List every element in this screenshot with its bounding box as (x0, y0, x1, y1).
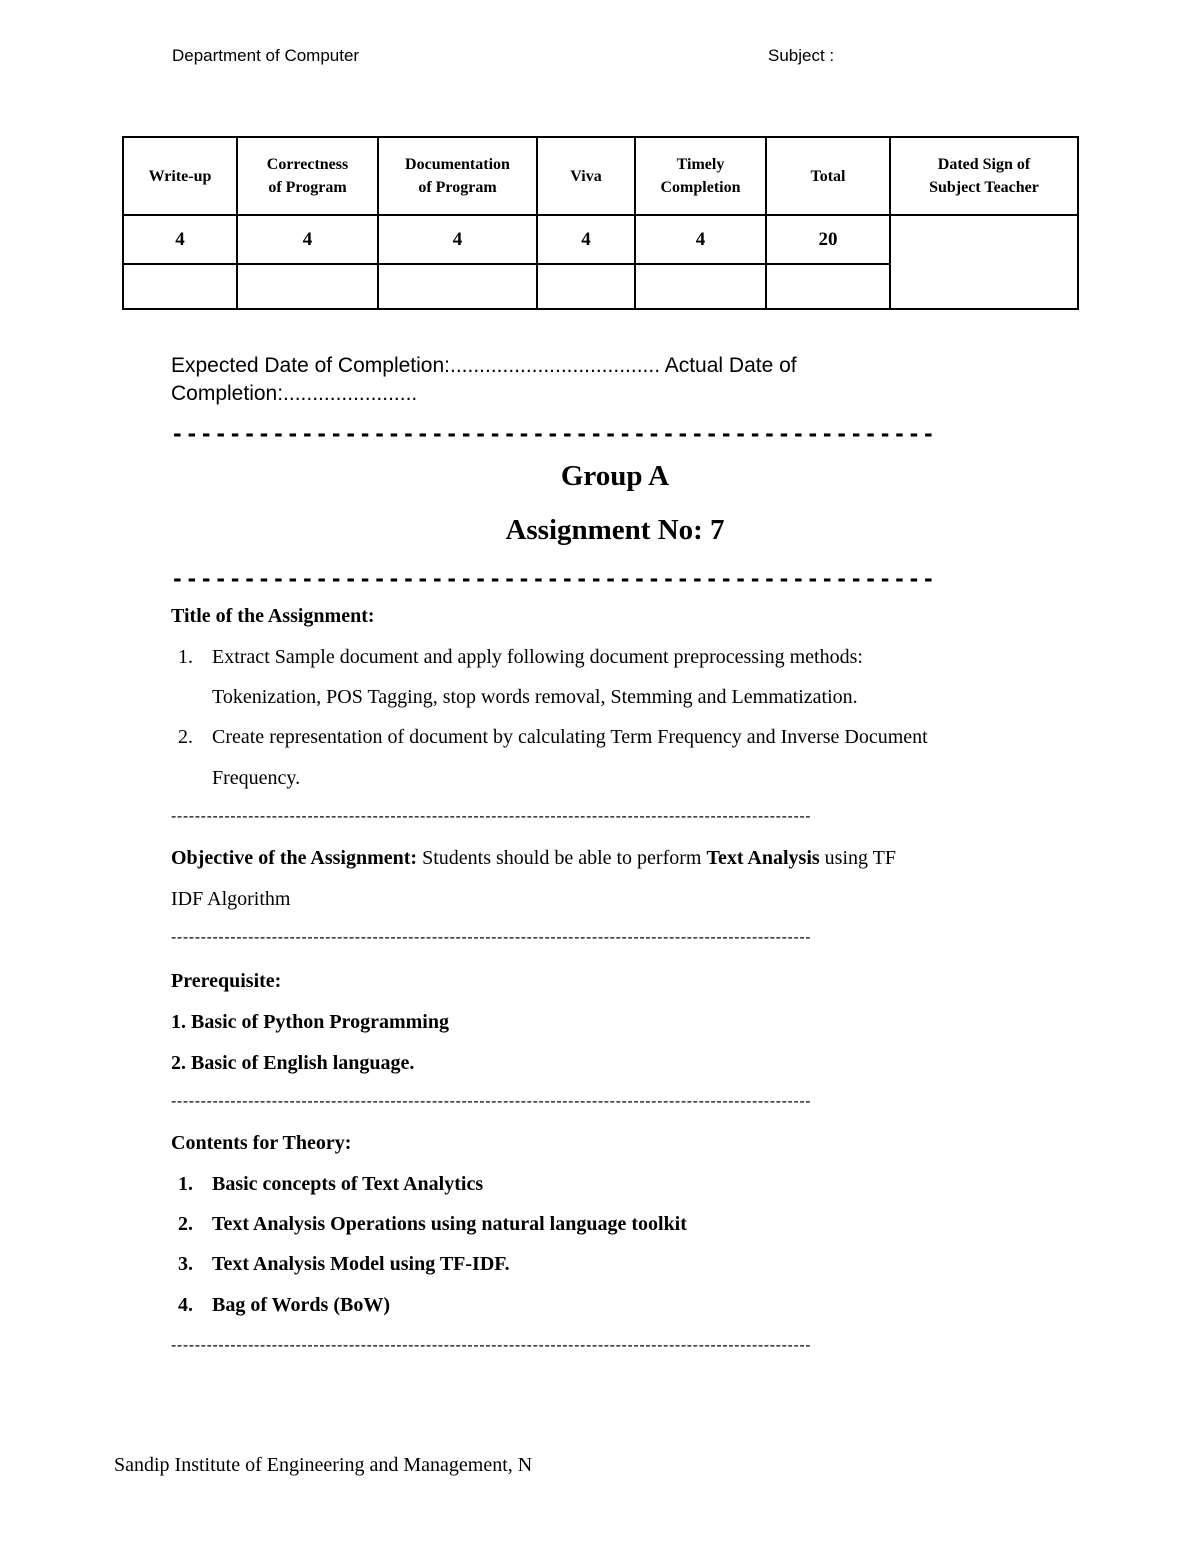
max-writeup: 4 (123, 215, 237, 264)
obtained-cell (537, 264, 635, 309)
title-item-line: Tokenization, POS Tagging, stop words removal, Stemming and Lemmatization. (212, 686, 858, 708)
contents-item-number: 3. (178, 1253, 193, 1275)
objective-label: Objective of the Assignment: (171, 847, 418, 869)
obtained-cell (237, 264, 378, 309)
max-correctness: 4 (237, 215, 378, 264)
prerequisite-item: 1. Basic of Python Programming (171, 1011, 449, 1033)
assignment-number: Assignment No: 7 (505, 514, 725, 546)
obtained-cell (123, 264, 237, 309)
objective-text: Students should be able to perform (417, 847, 707, 869)
marks-header-row (123, 137, 1078, 215)
title-heading: Title of the Assignment: (171, 605, 375, 627)
contents-item: Text Analysis Model using TF-IDF. (212, 1253, 510, 1275)
separator: ----------------------------------------------------- (171, 422, 937, 446)
contents-item-number: 4. (178, 1294, 193, 1316)
contents-item-number: 1. (178, 1173, 193, 1195)
contents-item: Basic concepts of Text Analytics (212, 1173, 484, 1195)
title-item-number: 2. (178, 726, 193, 748)
header-documentation: Documentation of Program (378, 137, 537, 215)
header-writeup: Write-up (123, 137, 237, 215)
obtained-cell (766, 264, 890, 309)
separator: ------------------------------------------------------------------------------------------------------------ (171, 1337, 812, 1354)
department-label: Department of Computer (172, 46, 360, 65)
obtained-cell (635, 264, 766, 309)
header-timely: Timely Completion (635, 137, 766, 215)
max-marks-row (123, 215, 1078, 264)
footer-institute: Sandip Institute of Engineering and Management, N (114, 1454, 533, 1476)
objective-line (171, 847, 896, 870)
header-total: Total (766, 137, 890, 215)
completion-date-line: Completion:....................... (171, 382, 418, 405)
max-timely: 4 (635, 215, 766, 264)
title-item-line: Frequency. (212, 767, 301, 789)
prerequisite-heading: Prerequisite: (171, 970, 282, 992)
obtained-cell (378, 264, 537, 309)
title-item-number: 1. (178, 646, 193, 668)
contents-heading: Contents for Theory: (171, 1132, 352, 1154)
title-item-line: Extract Sample document and apply following document preprocessing methods: (212, 646, 863, 668)
separator: ------------------------------------------------------------------------------------------------------------ (171, 1093, 812, 1110)
header-sign: Dated Sign of Subject Teacher (890, 137, 1078, 215)
separator: ------------------------------------------------------------------------------------------------------------ (171, 929, 812, 946)
contents-item: Bag of Words (BoW) (212, 1294, 390, 1316)
contents-item-number: 2. (178, 1213, 193, 1235)
objective-line-2: IDF Algorithm (171, 888, 291, 910)
sign-cell (890, 215, 1078, 309)
title-item-line: Create representation of document by calculating Term Frequency and Inverse Document (212, 726, 928, 748)
header-viva: Viva (537, 137, 635, 215)
header-correctness: Correctness of Program (237, 137, 378, 215)
group-title: Group A (560, 460, 670, 492)
max-total: 20 (766, 215, 890, 264)
separator: ------------------------------------------------------------------------------------------------------------ (171, 808, 812, 825)
contents-item: Text Analysis Operations using natural language toolkit (212, 1213, 687, 1235)
separator: ----------------------------------------------------- (171, 567, 937, 591)
subject-label: Subject : (768, 46, 835, 65)
prerequisite-item: 2. Basic of English language. (171, 1052, 415, 1074)
max-documentation: 4 (378, 215, 537, 264)
marks-table (122, 136, 1079, 310)
max-viva: 4 (537, 215, 635, 264)
objective-text: using TF (819, 847, 896, 869)
objective-bold: Text Analysis (706, 847, 820, 869)
expected-date-line: Expected Date of Completion:.................................... Actual Date of (171, 354, 797, 377)
